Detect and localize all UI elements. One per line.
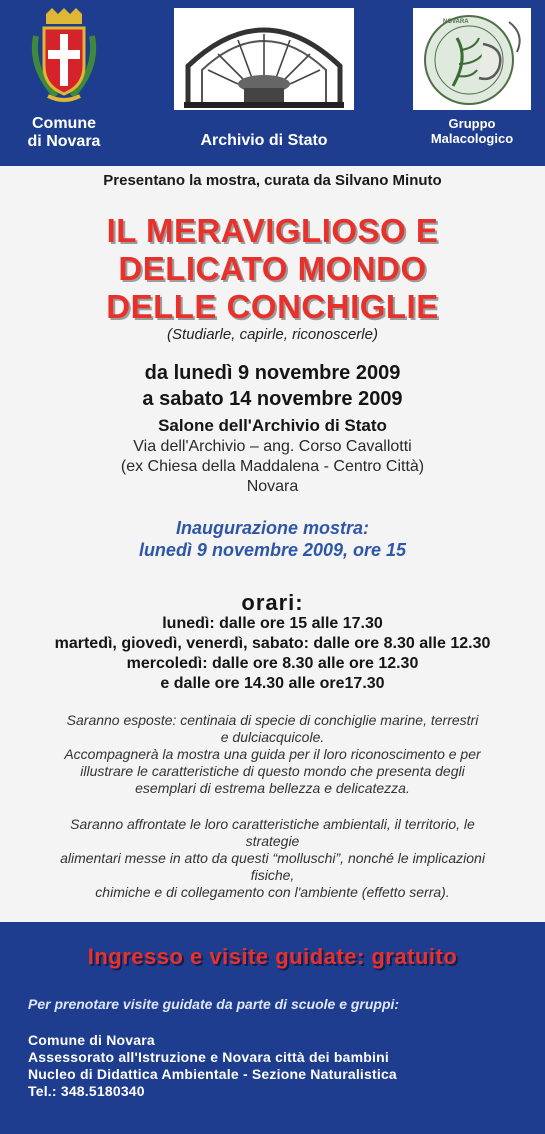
contact-line1: Comune di Novara bbox=[28, 1032, 155, 1048]
orari-line3: mercoledì: dalle ore 8.30 alle ore 12.30 bbox=[126, 655, 419, 672]
novara-coat-of-arms-icon bbox=[26, 8, 102, 104]
gruppo-line2: Malacologico bbox=[430, 131, 514, 146]
comune-line1: Comune bbox=[32, 115, 96, 132]
description-line7: strategie bbox=[245, 833, 300, 849]
flyer-body bbox=[0, 166, 545, 922]
date-from: da lunedì 9 novembre 2009 bbox=[144, 362, 401, 384]
title-line3: DELLE CONCHIGLIE bbox=[106, 288, 439, 325]
description-line9: fisiche, bbox=[250, 867, 295, 883]
gruppo-image-frame bbox=[413, 8, 531, 110]
orari-line1: lunedì: dalle ore 15 alle 17.30 bbox=[162, 615, 383, 632]
venue-address2: (ex Chiesa della Maddalena - Centro Città) bbox=[120, 458, 425, 475]
gruppo-malacologico-seal-icon bbox=[413, 8, 531, 110]
gruppo-logo-block bbox=[404, 8, 540, 146]
description-line6: Saranno affrontate le loro caratteristiche ambientali, il territorio, le bbox=[70, 816, 475, 832]
title-line2: DELICATO MONDO bbox=[118, 250, 427, 287]
comune-logo-block bbox=[8, 8, 120, 151]
archivio-image-frame bbox=[174, 8, 354, 110]
orari-line4: e dalle ore 14.30 alle ore17.30 bbox=[160, 675, 385, 692]
venue-address1: Via dell'Archivio – ang. Corso Cavallotti bbox=[133, 438, 412, 455]
contact-line3: Nucleo di Didattica Ambientale - Sezione Naturalistica bbox=[28, 1066, 397, 1082]
description-line5: esemplari di estrema bellezza e delicatezza. bbox=[135, 780, 410, 796]
header-band bbox=[0, 0, 545, 166]
contact-phone: Tel.: 348.5180340 bbox=[28, 1083, 145, 1099]
gruppo-label bbox=[404, 116, 540, 146]
gruppo-line1: Gruppo bbox=[448, 116, 496, 131]
seal-text: NOVARA bbox=[443, 19, 469, 25]
subtitle: (Studiarle, capirle, riconoscerle) bbox=[167, 326, 378, 343]
orari-line2: martedì, giovedì, venerdì, sabato: dalle ore 8.30 alle 12.30 bbox=[54, 635, 491, 652]
comune-label bbox=[8, 115, 120, 151]
archivio-logo-block bbox=[166, 8, 362, 149]
description-line3: Accompagnerà la mostra una guida per il loro riconoscimento e per bbox=[64, 746, 481, 762]
free-entry-banner: Ingresso e visite guidate: gratuito bbox=[87, 944, 458, 969]
archivio-building-icon bbox=[174, 8, 354, 110]
archivio-label: Archivio di Stato bbox=[200, 132, 328, 149]
orari-heading: orari: bbox=[241, 590, 304, 615]
venue-city: Novara bbox=[246, 478, 299, 495]
footer-band bbox=[0, 922, 545, 1134]
date-to: a sabato 14 novembre 2009 bbox=[142, 388, 403, 410]
description-line8: alimentari messe in atto da questi “molluschi”, nonché le implicazioni bbox=[60, 850, 485, 866]
description-line4: illustrare le caratteristiche di questo mondo che presenta degli bbox=[80, 763, 465, 779]
venue-name: Salone dell'Archivio di Stato bbox=[158, 416, 387, 435]
booking-intro: Per prenotare visite guidate da parte di scuole e gruppi: bbox=[28, 996, 400, 1012]
inauguration-line2: lunedì 9 novembre 2009, ore 15 bbox=[138, 540, 407, 560]
inauguration-line1: Inaugurazione mostra: bbox=[175, 518, 370, 538]
description-line2: e dulciacquicole. bbox=[220, 729, 325, 745]
comune-line2: di Novara bbox=[27, 133, 101, 150]
contact-line2: Assessorato all'Istruzione e Novara città dei bambini bbox=[28, 1049, 389, 1065]
title-line1: IL MERAVIGLIOSO E bbox=[106, 212, 439, 249]
intro-line: Presentano la mostra, curata da Silvano Minuto bbox=[103, 172, 442, 189]
description-line1: Saranno esposte: centinaia di specie di conchiglie marine, terrestri bbox=[66, 712, 479, 728]
description-line10: chimiche e di collegamento con l'ambiente (effetto serra). bbox=[95, 884, 450, 900]
